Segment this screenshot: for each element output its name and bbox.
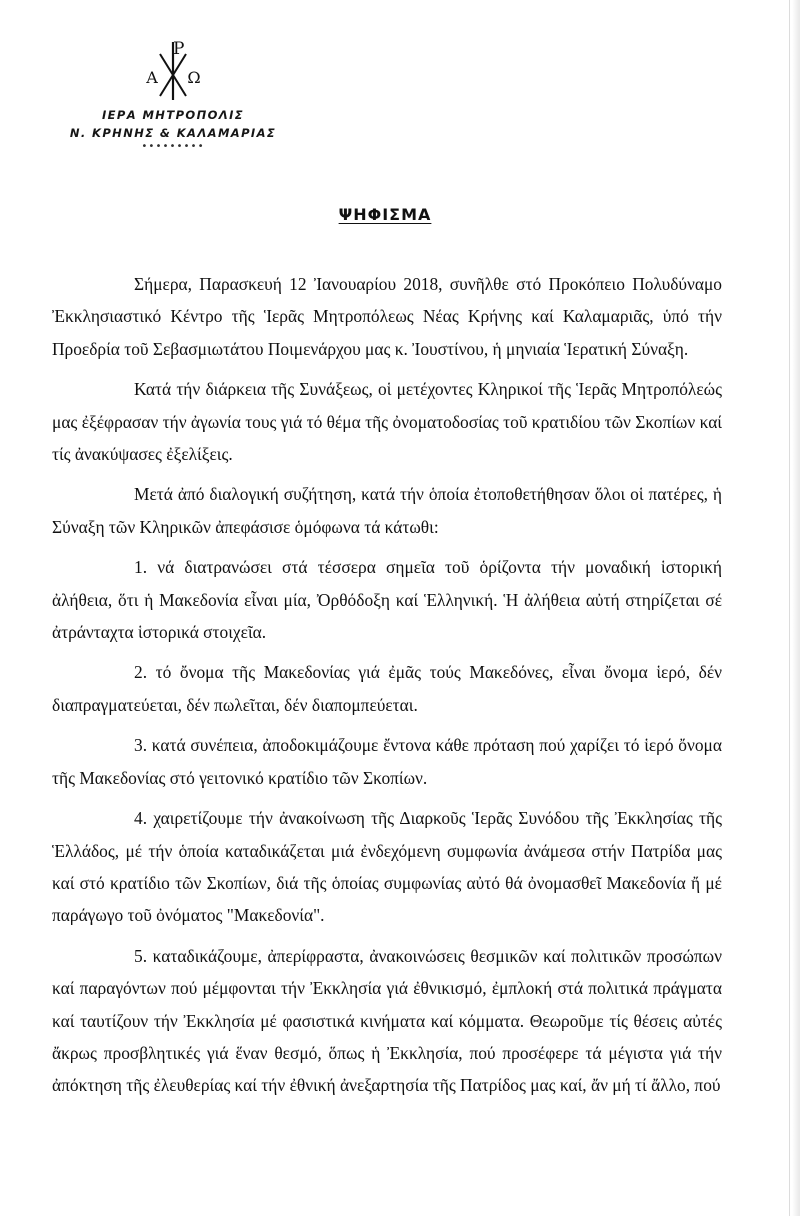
resolution-item-3: 3. κατά συνέπεια, ἀποδοκιμάζουμε ἔντονα κάθε πρόταση πού χαρίζει τό ἱερό ὄνομα τῆς Μακεδονίας στό γειτονικό κρατίδιο τῶν Σκοπίων.: [52, 735, 722, 788]
letterhead-line-2: Ν. ΚΡΗΝΗΣ & ΚΑΛΑΜΑΡΙΑΣ: [69, 126, 277, 140]
document-body: [52, 268, 722, 1102]
paragraph-intro: Σήμερα, Παρασκευή 12 Ἰανουαρίου 2018, συνῆλθε στό Προκόπειο Πολυδύναμο Ἐκκλησιαστικό Κέντρο τῆς Ἱερᾶς Μητροπόλεως Νέας Κρήνης καί Καλαμαριᾶς, ὑπό τήν Προεδρία τοῦ Σεβασμιωτάτου Ποιμενάρχου μας κ. Ἰουστίνου, ἡ μηνιαία Ἱερατική Σύναξη.: [52, 274, 722, 359]
svg-text:Ρ: Ρ: [173, 39, 185, 59]
svg-text:Ω: Ω: [187, 68, 201, 87]
resolution-item-2: 2. τό ὄνομα τῆς Μακεδονίας γιά ἐμᾶς τούς Μακεδόνες, εἶναι ὄνομα ἱερό, δέν διαπραγματεύεται, δέν πωλεῖται, δέν διαπομπεύεται.: [52, 662, 722, 715]
resolution-item-1: 1. νά διατρανώσει στά τέσσερα σημεῖα τοῦ ὁρίζοντα τήν μοναδική ἱστορική ἀλήθεια, ὅτι ἡ Μακεδονία εἶναι μία, Ὀρθόδοξη καί Ἑλληνική. Ἡ ἀλήθεια αὐτή στηρίζεται σέ ἀτράνταχτα ἱστορικά στοιχεῖα.: [52, 557, 722, 643]
resolution-item-5: 5. καταδικάζουμε, ἀπερίφραστα, ἀνακοινώσεις θεσμικῶν καί πολιτικῶν προσώπων καί παραγόντων πού μέμφονται τήν Ἐκκλησία γιά ἐθνικισμό, ἐμπλοκή στά πολιτικά πράγματα καί ταυτίζουν τήν Ἐκκλησία μέ φασιστικά κινήματα καί κόμματα. Θεωροῦμε τίς θέσεις αὐτές ἄκρως προσβλητικές γιά ἕναν θεσμό, ὅπως ἡ Ἐκκλησία, πού προσέφερε τά μέγιστα γιά τήν ἀπόκτηση τῆς ἐλευθερίας καί τήν ἐθνική ἀνεξαρτησία τῆς Πατρίδος μας καί, ἄν μή τί ἄλλο, πού: [52, 945, 722, 1096]
paragraph-discussion: Κατά τήν διάρκεια τῆς Συνάξεως, οἱ μετέχοντες Κληρικοί τῆς Ἱερᾶς Μητροπόλεώς μας ἐξέφρασαν τήν ἀγωνία τους γιά τό θέμα τῆς ὀνοματοδοσίας τοῦ κρατιδίου τῶν Σκοπίων καί τίς ἀνακύψασες ἐξελίξεις.: [52, 379, 722, 465]
chi-rho-alpha-omega-icon: [138, 38, 208, 104]
page-edge-shadow: [792, 0, 800, 1216]
letterhead-line-1: ΙΕΡΑ ΜΗΤΡΟΠΟΛΙΣ: [101, 108, 245, 122]
paragraph-decision: Μετά ἀπό διαλογική συζήτηση, κατά τήν ὁποία ἐτοποθετήθησαν ὅλοι οἱ πατέρες, ἡ Σύναξη τῶν Κληρικῶν ἀπεφάσισε ὁμόφωνα τά κάτωθι:: [52, 484, 722, 537]
letterhead: [58, 38, 288, 152]
svg-text:Α: Α: [146, 68, 158, 87]
page-edge-line: [789, 0, 790, 1216]
resolution-item-4: 4. χαιρετίζουμε τήν ἀνακοίνωση τῆς Διαρκοῦς Ἱερᾶς Συνόδου τῆς Ἐκκλησίας τῆς Ἑλλάδος, μέ τήν ὁποία καταδικάζεται μιά ἐνδεχόμενη συμφωνία ἀνάμεσα στήν Πατρίδα μας καί στό κρατίδιο τῶν Σκοπίων, διά τῆς ὁποίας συμφωνίας αὐτό θά ὀνομασθεῖ Μακεδονία ἤ μέ παράγωγο τοῦ ὀνόματος "Μακεδονία".: [52, 808, 722, 926]
letterhead-dots: •••••••••: [141, 141, 205, 152]
document-title: ΨΗΦΙΣΜΑ: [338, 205, 432, 224]
